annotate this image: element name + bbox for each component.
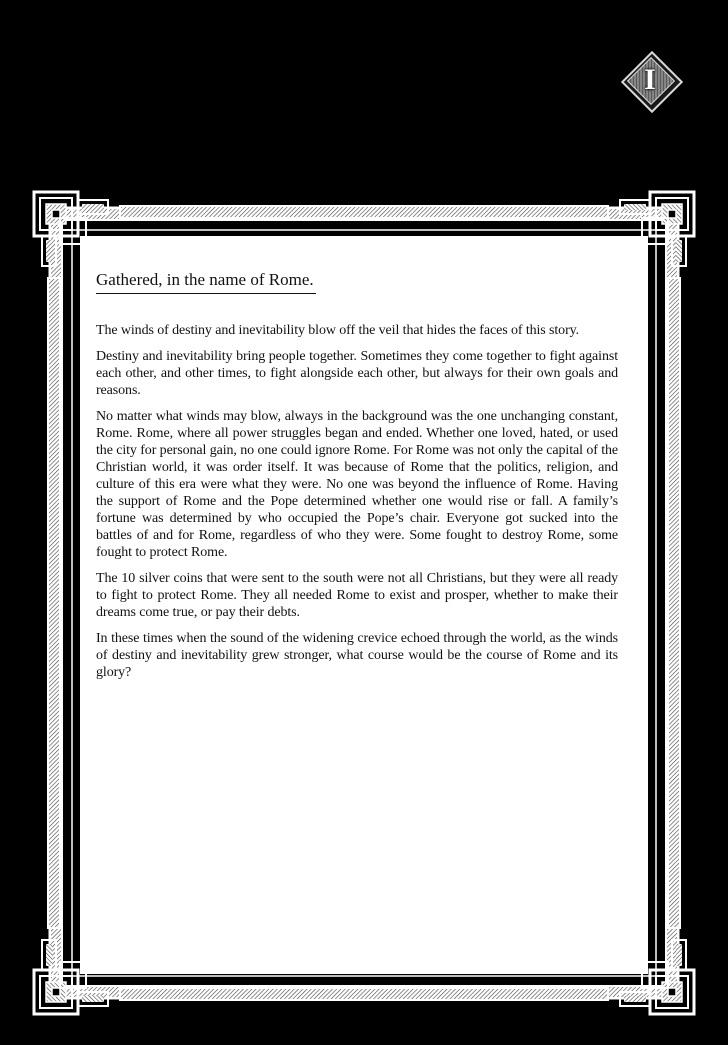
paragraph: The winds of destiny and inevitability blow off the veil that hides the faces of this story.	[96, 323, 580, 338]
chapter-numeral: I	[644, 63, 656, 96]
paragraph: Destiny and inevitability bring people together. Sometimes they come together to fight against each other, and other times, to fight alongside each other, but always for their own goals and reasons.	[96, 349, 618, 398]
paragraph: No matter what winds may blow, always in the background was the one unchanging constant, Rome. Rome, where all power struggles began and ended. Whether one loved, hated, or used the city for personal gain, no one could ignore Rome. For Rome was not only the capital of the Christian world, it was order itself. It was because of Rome that the politics, religion, and culture of this era were what they were. No one was beyond the influence of Rome. Having the support of Rome and the Pope determined whether one would rise or fall. A family’s fortune was determined by who occupied the Pope’s chair. Everyone got sucked into the battles of and for Rome, regardless of who they were. Some fought to destroy Rome, some fought to protect Rome.	[96, 409, 618, 560]
paragraph: In these times when the sound of the widening crevice echoed through the world, as the winds of destiny and inevitability grew stronger, what course would be the course of Rome and its glory?	[96, 631, 618, 680]
document-heading: Gathered, in the name of Rome.	[96, 270, 316, 294]
chapter-badge	[622, 52, 678, 108]
paragraph: The 10 silver coins that were sent to the south were not all Christians, but they were all ready to fight to protect Rome. They all needed Rome to exist and prosper, whether to make their dreams come true, or pay their debts.	[96, 571, 618, 620]
document-body	[96, 270, 618, 690]
